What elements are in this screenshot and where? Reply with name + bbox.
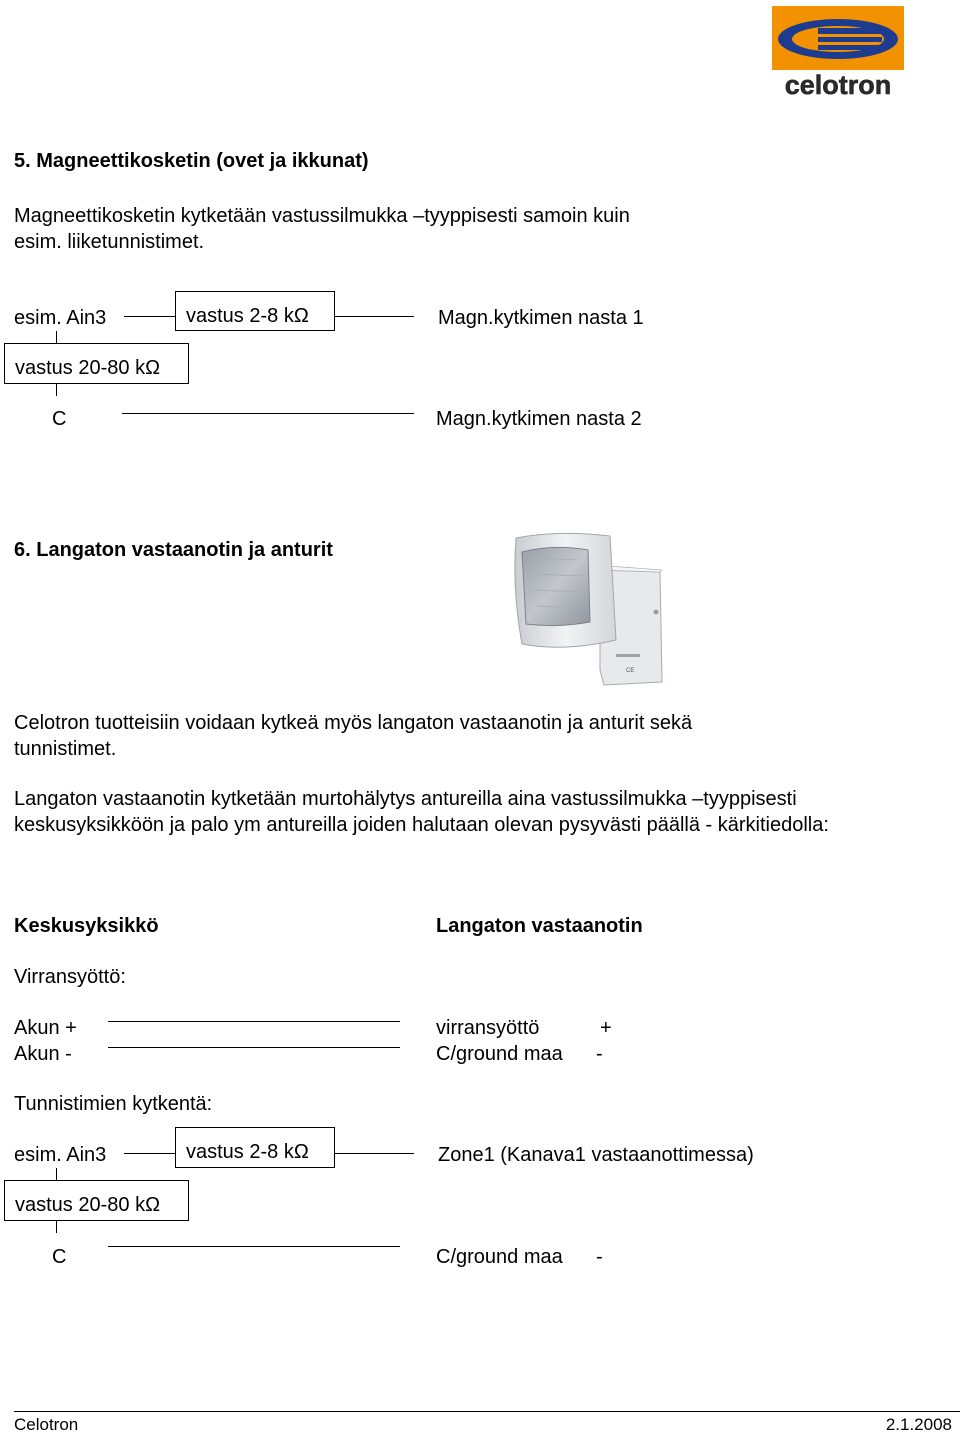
wire — [56, 1221, 57, 1233]
celotron-logo — [770, 4, 906, 100]
c-label: C — [52, 1246, 67, 1268]
series-resistor-box — [175, 291, 335, 331]
receiver-ground-label: C/ground maa — [436, 1043, 563, 1065]
section-5-paragraph-line-1: Magneettikosketin kytketään vastussilmukka –tyyppisesti samoin kuin — [14, 205, 630, 227]
parallel-resistor-label: vastus 20-80 kΩ — [15, 357, 161, 379]
section-6-heading: 6. Langaton vastaanotin ja anturit — [14, 539, 333, 561]
ground-minus-sign: - — [596, 1246, 603, 1268]
central-unit-heading: Keskusyksikkö — [14, 915, 159, 937]
parallel-resistor-box — [4, 343, 189, 384]
section-6-paragraph-2-line-2: keskusyksikköön ja palo ym antureilla joiden halutaan olevan pysyvästi päällä - kärkitiedolla: — [14, 814, 829, 836]
footer-company: Celotron — [14, 1415, 79, 1434]
series-resistor-label: vastus 2-8 kΩ — [186, 1141, 309, 1163]
section-6-paragraph-2-line-1: Langaton vastaanotin kytketään murtohälytys antureilla aina vastussilmukka –tyyppisesti — [14, 788, 797, 810]
wire — [124, 1153, 176, 1154]
wire — [56, 331, 57, 343]
wire — [56, 384, 57, 396]
pin-1-label: Magn.kytkimen nasta 1 — [438, 307, 644, 329]
wireless-receiver-heading: Langaton vastaanotin — [436, 915, 643, 937]
footer-date: 2.1.2008 — [885, 1415, 952, 1434]
series-resistor-box — [175, 1127, 335, 1168]
receiver-minus-sign: - — [596, 1043, 603, 1065]
wire — [122, 413, 414, 414]
ain-label: esim. Ain3 — [14, 1144, 107, 1166]
footer-divider — [14, 1411, 960, 1412]
wire — [108, 1047, 400, 1048]
ground-label: C/ground maa — [436, 1246, 563, 1268]
section-6-paragraph-1-line-1: Celotron tuotteisiin voidaan kytkeä myös langaton vastaanotin ja anturit sekä — [14, 712, 693, 734]
svg-text:CE: CE — [626, 668, 635, 674]
receiver-plus-sign: + — [600, 1017, 612, 1039]
section-5-heading: 5. Magneettikosketin (ovet ja ikkunat) — [14, 150, 369, 172]
wire — [108, 1246, 400, 1247]
c-label: C — [52, 408, 67, 430]
wire — [334, 1153, 414, 1154]
series-resistor-label: vastus 2-8 kΩ — [186, 305, 309, 327]
detector-wiring-label: Tunnistimien kytkentä: — [14, 1093, 213, 1115]
wire — [124, 316, 176, 317]
wire — [334, 316, 414, 317]
wireless-sensor-image — [508, 530, 668, 690]
logo-emblem-icon — [770, 4, 906, 100]
battery-minus-label: Akun - — [14, 1043, 72, 1065]
wire — [56, 1168, 57, 1180]
parallel-resistor-label: vastus 20-80 kΩ — [15, 1194, 161, 1216]
pin-2-label: Magn.kytkimen nasta 2 — [436, 408, 642, 430]
section-6-paragraph-1-line-2: tunnistimet. — [14, 738, 117, 760]
section-5-paragraph-line-2: esim. liiketunnistimet. — [14, 231, 205, 253]
receiver-power-label: virransyöttö — [436, 1017, 540, 1039]
svg-text:celotron: celotron — [784, 70, 892, 100]
parallel-resistor-box — [4, 1180, 189, 1221]
ain-label: esim. Ain3 — [14, 307, 107, 329]
battery-plus-label: Akun + — [14, 1017, 77, 1039]
wire — [108, 1021, 400, 1022]
zone-label: Zone1 (Kanava1 vastaanottimessa) — [438, 1144, 754, 1166]
power-supply-label: Virransyöttö: — [14, 966, 126, 988]
